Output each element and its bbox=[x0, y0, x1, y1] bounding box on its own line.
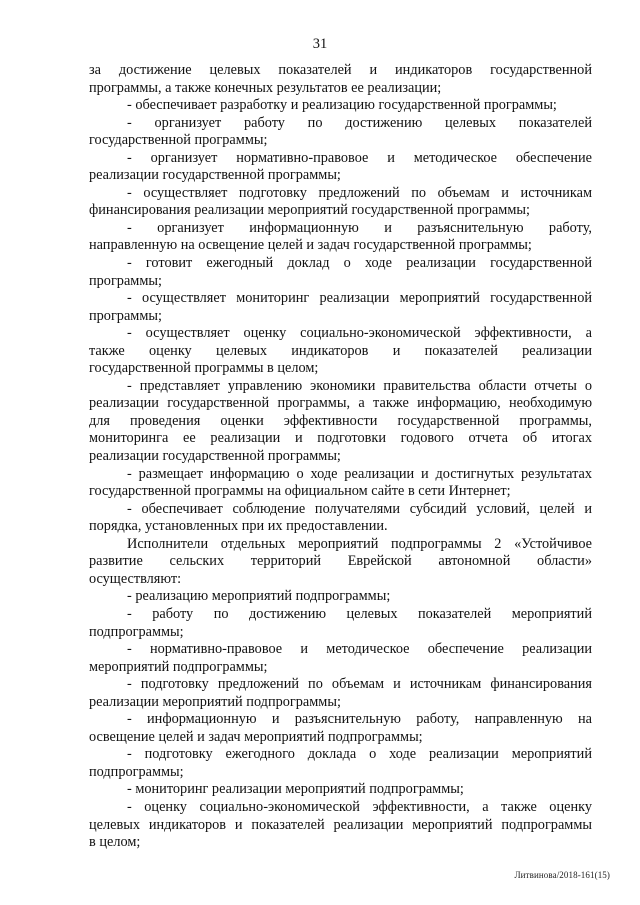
text-line: - готовит ежегодный доклад о ходе реализации государственной bbox=[127, 255, 592, 272]
footer-document-tag: Литвинова/2018-161(15) bbox=[514, 870, 610, 880]
text-line: - мониторинг реализации мероприятий подпрограммы; bbox=[127, 781, 464, 798]
text-line: программы; bbox=[89, 307, 162, 324]
text-line: реализации государственной программы; bbox=[89, 448, 341, 465]
text-line: подпрограммы; bbox=[89, 763, 184, 780]
body-text bbox=[89, 62, 592, 852]
page-number: 31 bbox=[312, 36, 328, 52]
text-line: освещение целей и задач мероприятий подпрограммы; bbox=[89, 728, 423, 745]
text-line: для проведения оценки эффективности государственной программы, bbox=[89, 412, 592, 429]
text-line: - организует работу по достижению целевых показателей bbox=[127, 114, 592, 131]
text-line: подпрограммы; bbox=[89, 623, 184, 640]
text-line: - реализацию мероприятий подпрограммы; bbox=[127, 588, 391, 605]
text-line: - осуществляет оценку социально-экономической эффективности, а bbox=[127, 325, 592, 342]
text-line: - работу по достижению целевых показателей мероприятий bbox=[127, 605, 592, 622]
text-line: осуществляют: bbox=[89, 570, 182, 587]
text-line: - размещает информацию о ходе реализации и достигнутых результатах bbox=[127, 465, 592, 482]
text-line: государственной программы в целом; bbox=[89, 360, 319, 377]
text-line: развитие сельских территорий Еврейской автономной области» bbox=[89, 553, 592, 570]
text-line: мониторинга ее реализации и подготовки годового отчета об итогах bbox=[89, 430, 592, 447]
text-line: - обеспечивает соблюдение получателями субсидий условий, целей и bbox=[127, 500, 592, 517]
text-line: государственной программы на официальном сайте в сети Интернет; bbox=[89, 483, 511, 500]
text-line: в целом; bbox=[89, 834, 141, 851]
text-line: целевых индикаторов и показателей реализации мероприятий подпрограммы bbox=[89, 816, 592, 833]
text-line: реализации государственной программы, а также информацию, необходимую bbox=[89, 395, 592, 412]
text-line: - подготовку ежегодного доклада о ходе реализации мероприятий bbox=[127, 746, 592, 763]
text-line: - обеспечивает разработку и реализацию государственной программы; bbox=[127, 97, 557, 114]
text-line: порядка, установленных при их предоставлении. bbox=[89, 518, 388, 535]
text-line: - осуществляет подготовку предложений по объемам и источникам bbox=[127, 184, 592, 201]
text-line: Исполнители отдельных мероприятий подпрограммы 2 «Устойчивое bbox=[127, 535, 592, 552]
text-line: программы, а также конечных результатов ее реализации; bbox=[89, 79, 442, 96]
text-line: - представляет управлению экономики правительства области отчеты о bbox=[127, 377, 592, 394]
text-line: финансирования реализации мероприятий государственной программы; bbox=[89, 202, 530, 219]
text-line: - оценку социально-экономической эффективности, а также оценку bbox=[127, 798, 592, 815]
text-line: реализации государственной программы; bbox=[89, 167, 341, 184]
text-line: программы; bbox=[89, 272, 162, 289]
text-line: реализации мероприятий подпрограммы; bbox=[89, 693, 341, 710]
text-line: направленную на освещение целей и задач государственной программы; bbox=[89, 237, 532, 254]
text-line: - осуществляет мониторинг реализации мероприятий государственной bbox=[127, 290, 592, 307]
text-line: - информационную и разъяснительную работу, направленную на bbox=[127, 711, 592, 728]
text-line: - нормативно-правовое и методическое обеспечение реализации bbox=[127, 641, 592, 658]
text-line: государственной программы; bbox=[89, 132, 268, 149]
text-line: за достижение целевых показателей и индикаторов государственной bbox=[89, 62, 592, 78]
text-line: мероприятий подпрограммы; bbox=[89, 658, 268, 675]
text-line: - подготовку предложений по объемам и источникам финансирования bbox=[127, 676, 592, 693]
text-line: также оценку целевых индикаторов и показателей реализации bbox=[89, 342, 592, 359]
text-line: - организует информационную и разъяснительную работу, bbox=[127, 219, 592, 236]
text-line: - организует нормативно-правовое и методическое обеспечение bbox=[127, 149, 592, 166]
